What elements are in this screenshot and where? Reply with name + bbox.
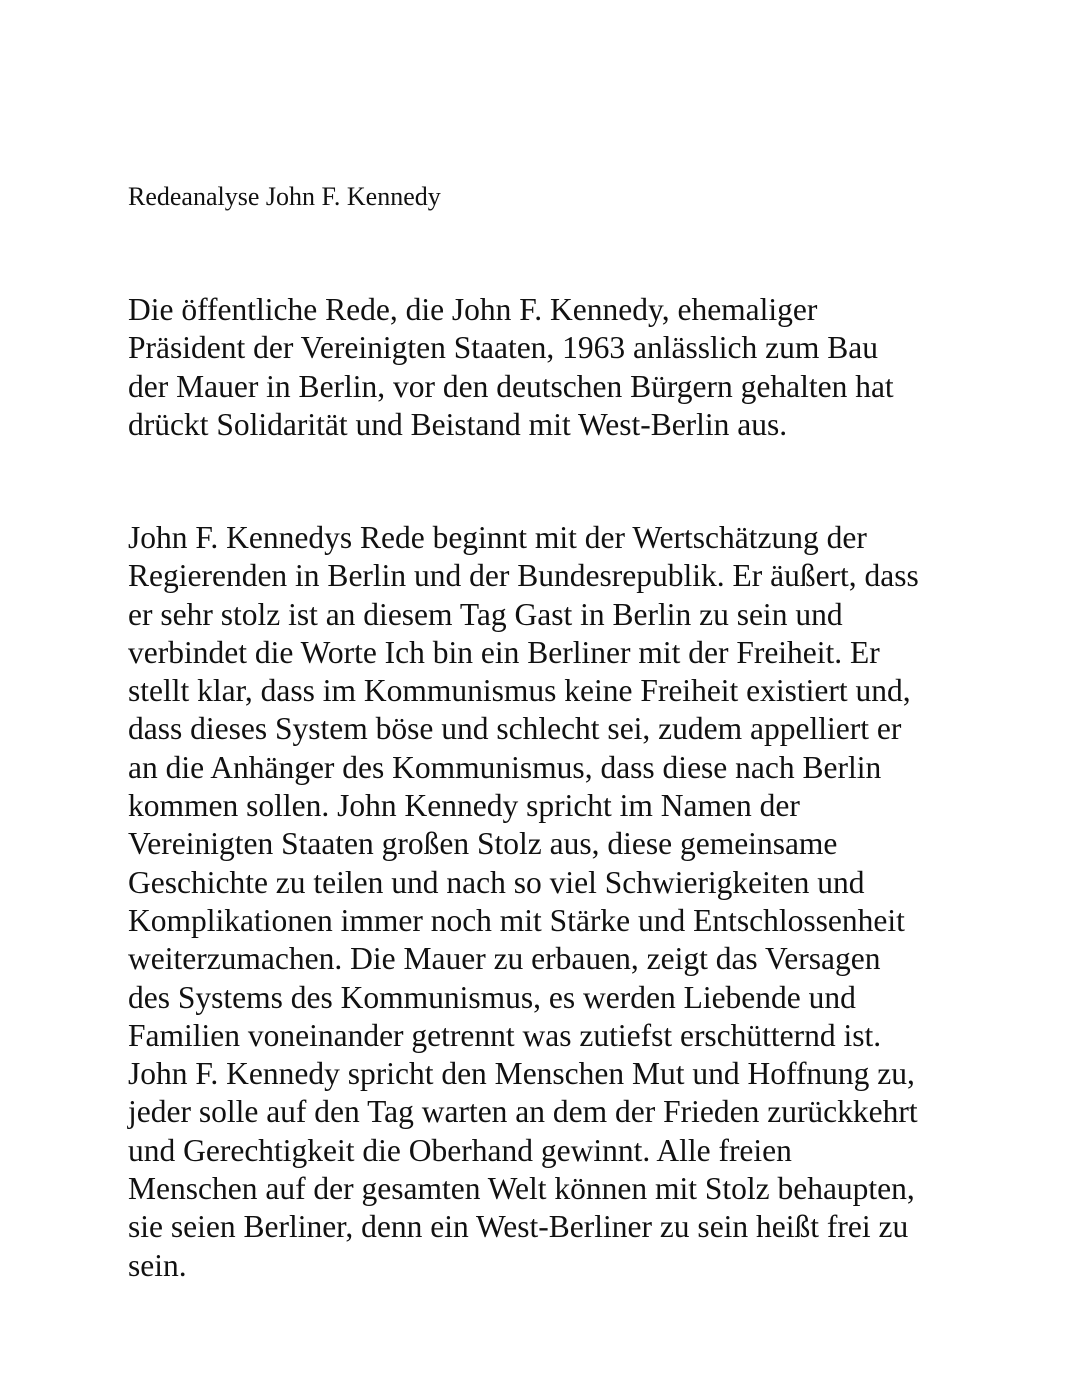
text-line: John F. Kennedy spricht den Menschen Mut und Hoffnung zu,: [128, 1056, 915, 1092]
text-line: und Gerechtigkeit die Oberhand gewinnt. Alle freien: [128, 1132, 792, 1168]
text-line: John F. Kennedys Rede beginnt mit der Wertschätzung der: [128, 520, 867, 555]
text-line: kommen sollen. John Kennedy spricht im Namen der: [128, 788, 800, 824]
text-line: Familien voneinander getrennt was zutiefst erschütternd ist.: [128, 1017, 882, 1053]
paragraph-intro: [128, 291, 894, 444]
text-line: Präsident der Vereinigten Staaten, 1963 anlässlich zum Bau: [128, 330, 878, 366]
text-line: Die öffentliche Rede, die John F. Kennedy, ehemaliger: [128, 292, 818, 327]
text-line: sie seien Berliner, denn ein West-Berliner zu sein heißt frei zu: [128, 1209, 909, 1245]
text-line: der Mauer in Berlin, vor den deutschen Bürgern gehalten hat: [128, 368, 894, 404]
paragraph-analysis: [128, 519, 919, 1285]
text-line: jeder solle auf den Tag warten an dem der Frieden zurückkehrt: [128, 1094, 918, 1130]
text-line: verbindet die Worte Ich bin ein Berliner mit der Freiheit. Er: [128, 634, 880, 670]
text-line: sein.: [128, 1247, 187, 1283]
text-line: stellt klar, dass im Kommunismus keine Freiheit existiert und,: [128, 673, 911, 709]
text-line: dass dieses System böse und schlecht sei, zudem appelliert er: [128, 711, 902, 747]
text-line: Regierenden in Berlin und der Bundesrepublik. Er äußert, dass: [128, 558, 919, 594]
text-line: weiterzumachen. Die Mauer zu erbauen, zeigt das Versagen: [128, 941, 881, 977]
text-line: des Systems des Kommunismus, es werden Liebende und: [128, 979, 856, 1015]
text-line: drückt Solidarität und Beistand mit West-Berlin aus.: [128, 406, 788, 442]
text-line: Menschen auf der gesamten Welt können mit Stolz behaupten,: [128, 1171, 915, 1207]
text-line: Vereinigten Staaten großen Stolz aus, diese gemeinsame: [128, 826, 838, 862]
document-title: Redeanalyse John F. Kennedy: [128, 182, 441, 211]
text-line: Geschichte zu teilen und nach so viel Schwierigkeiten und: [128, 864, 865, 900]
text-line: an die Anhänger des Kommunismus, dass diese nach Berlin: [128, 749, 882, 785]
text-line: Komplikationen immer noch mit Stärke und Entschlossenheit: [128, 902, 905, 938]
text-line: er sehr stolz ist an diesem Tag Gast in Berlin zu sein und: [128, 596, 843, 632]
